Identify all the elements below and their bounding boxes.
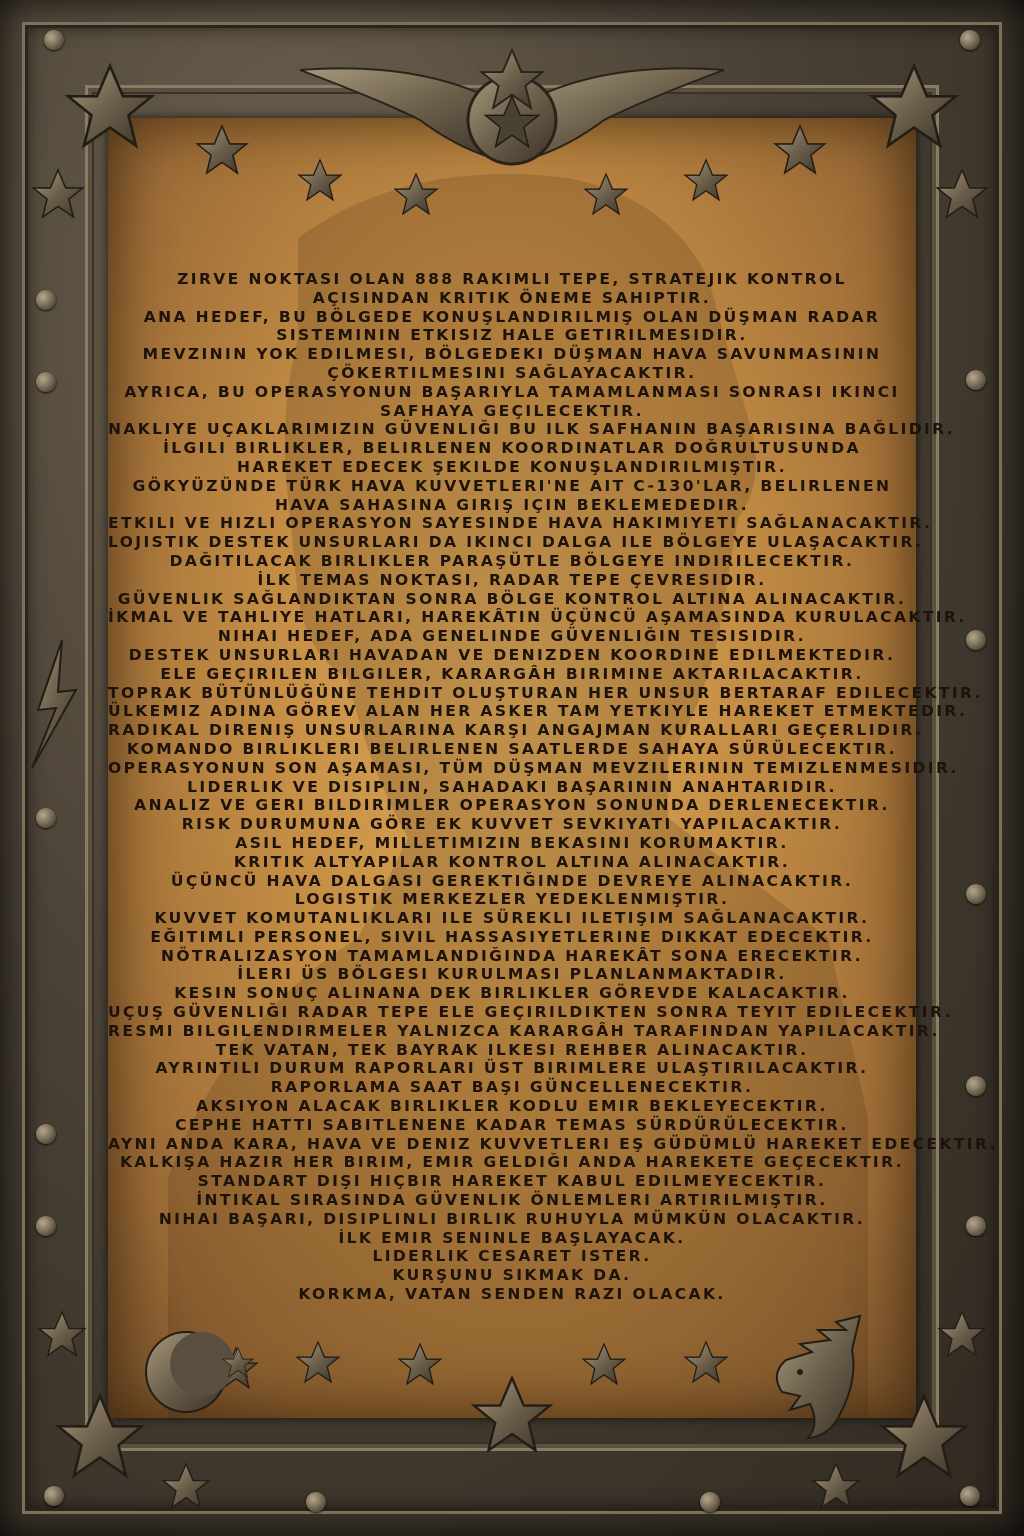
directive-line: AKSIYON ALACAK BIRLIKLER KODLU EMIR BEKLEYECEKTIR. xyxy=(196,1097,828,1116)
directive-line: KOMANDO BIRLIKLERI BELIRLENEN SAATLERDE SAHAYA SÜRÜLECEKTIR. xyxy=(126,739,898,758)
directive-line: NIHAI HEDEF, ADA GENELINDE GÜVENLIĞIN TESISIDIR. xyxy=(217,627,807,646)
directive-line: NÖTRALIZASYON TAMAMLANDIĞINDA HAREKÂT SONA ERECEKTIR. xyxy=(160,946,864,965)
directive-line: NAKLIYE UÇAKLARIMIZIN GÜVENLIĞI BU ILK SAFHANIN BAŞARISINA BAĞLIDIR. xyxy=(108,420,956,439)
directive-line: LOGISTIK MERKEZLER YEDEKLENMIŞTIR. xyxy=(294,890,730,909)
directive-line: MEVZININ YOK EDILMESI, BÖLGEDEKI DÜŞMAN HAVA SAVUNMASININ ÇÖKERTILMESINI SAĞLAYACAKTIR. xyxy=(142,345,882,382)
lightning-bolt-icon xyxy=(32,640,76,768)
directive-line: ASIL HEDEF, MILLETIMIZIN BEKASINI KORUMAKTIR. xyxy=(235,833,789,852)
directive-line: STANDART DIŞI HIÇBIR HAREKET KABUL EDILMEYECEKTIR. xyxy=(197,1172,827,1191)
directive-line: KURŞUNU SIKMAK DA. xyxy=(392,1266,632,1285)
directive-line: RAPORLAMA SAAT BAŞI GÜNCELLENECEKTIR. xyxy=(270,1078,754,1097)
eagle-head-icon xyxy=(777,1316,860,1438)
directive-line: ÜÇÜNCÜ HAVA DALGASI GEREKTIĞINDE DEVREYE ALINACAKTIR. xyxy=(170,871,854,890)
directive-line: ELE GEÇIRILEN BILGILER, KARARGÂH BIRIMINE AKTARILACAKTIR. xyxy=(160,664,864,683)
directive-line: RESMI BILGILENDIRMELER YALNIZCA KARARGÂH TARAFINDAN YAPILACAKTIR. xyxy=(108,1021,940,1040)
directive-line: KALKIŞA HAZIR HER BIRIM, EMIR GELDIĞI ANDA HAREKETE GEÇECEKTIR. xyxy=(120,1153,904,1172)
directive-line: KRITIK ALTYAPILAR KONTROL ALTINA ALINACAKTIR. xyxy=(233,852,791,871)
directive-line: KUVVET KOMUTANLIKLARI ILE SÜREKLI ILETIŞIM SAĞLANACAKTIR. xyxy=(154,909,870,928)
directive-line: LOJISTIK DESTEK UNSURLARI DA IKINCI DALGA ILE BÖLGEYE ULAŞACAKTIR. xyxy=(108,533,924,552)
directive-line: İLK EMIR SENINLE BAŞLAYACAK. xyxy=(338,1228,686,1247)
directive-line: AYRINTILI DURUM RAPORLARI ÜST BIRIMLERE ULAŞTIRILACAKTIR. xyxy=(155,1059,869,1078)
directive-line: LIDERLIK CESARET ISTER. xyxy=(372,1247,652,1266)
directive-line: TEK VATAN, TEK BAYRAK ILKESI REHBER ALINACAKTIR. xyxy=(215,1040,809,1059)
star-icon xyxy=(33,66,998,1507)
directive-line: GÖKYÜZÜNDE TÜRK HAVA KUVVETLERI'NE AIT C-130'LAR, BELIRLENEN HAVA SAHASINA GIRIŞ IÇIN BEKLEMEDEDIR. xyxy=(132,476,892,514)
directive-line: ANALIZ VE GERI BILDIRIMLER OPERASYON SONUNDA DERLENECEKTIR. xyxy=(134,796,890,815)
directive-line: İNTIKAL SIRASINDA GÜVENLIK ÖNLEMLERI ARTIRILMIŞTIR. xyxy=(196,1191,828,1210)
directive-line: İLGILI BIRLIKLER, BELIRLENEN KOORDINATLAR DOĞRULTUSUNDA HAREKET EDECEK ŞEKILDE KONUŞLANDIRILMIŞTIR. xyxy=(163,439,861,476)
directive-line: İLERI ÜS BÖLGESI KURULMASI PLANLANMAKTADIR. xyxy=(237,965,787,984)
directive-line: RISK DURUMUNA GÖRE EK KUVVET SEVKIYATI YAPILACAKTIR. xyxy=(181,815,843,834)
directive-line: EĞITIMLI PERSONEL, SIVIL HASSASIYETLERINE DIKKAT EDECEKTIR. xyxy=(150,927,874,946)
directive-line: İKMAL VE TAHLIYE HATLARI, HAREKÂTIN ÜÇÜNCÜ AŞAMASINDA KURULACAKTIR. xyxy=(108,608,967,627)
directive-line: AYNI ANDA KARA, HAVA VE DENIZ KUVVETLERI EŞ GÜDÜMLÜ HAREKET EDECEKTIR. xyxy=(108,1134,998,1153)
directive-line: TOPRAK BÜTÜNLÜĞÜNE TEHDIT OLUŞTURAN HER UNSUR BERTARAF EDILECEKTIR. xyxy=(108,683,983,702)
directive-line: KORKMA, VATAN SENDEN RAZI OLACAK. xyxy=(298,1285,726,1304)
directive-line: GÜVENLIK SAĞLANDIKTAN SONRA BÖLGE KONTROL ALTINA ALINACAKTIR. xyxy=(117,589,907,608)
directive-line: İLK TEMAS NOKTASI, RADAR TEPE ÇEVRESIDIR. xyxy=(257,570,767,589)
winged-star-insignia-icon xyxy=(300,50,724,164)
directive-line: LIDERLIK VE DISIPLIN, SAHADAKI BAŞARININ ANAHTARIDIR. xyxy=(187,777,837,796)
directive-line: RADIKAL DIRENIŞ UNSURLARINA KARŞI ANGAJMAN KURALLARI GEÇERLIDIR. xyxy=(108,721,924,740)
directive-line: DESTEK UNSURLARI HAVADAN VE DENIZDEN KOORDINE EDILMEKTEDIR. xyxy=(128,645,896,664)
directive-line: DAĞITILACAK BIRLIKLER PARAŞÜTLE BÖLGEYE INDIRILECEKTIR. xyxy=(169,551,855,570)
directive-line: KESIN SONUÇ ALINANA DEK BIRLIKLER GÖREVDE KALACAKTIR. xyxy=(174,984,850,1003)
directive-line: NIHAI BAŞARI, DISIPLINLI BIRLIK RUHUYLA MÜMKÜN OLACAKTIR. xyxy=(158,1209,866,1228)
directive-line: AYRICA, BU OPERASYONUN BAŞARIYLA TAMAMLANMASI SONRASI IKINCI SAFHAYA GEÇILECEKTIR. xyxy=(124,382,900,420)
directive-line: ETKILI VE HIZLI OPERASYON SAYESINDE HAVA HAKIMIYETI SAĞLANACAKTIR. xyxy=(108,514,933,533)
directive-line: OPERASYONUN SON AŞAMASI, TÜM DÜŞMAN MEVZILERININ TEMIZLENMESIDIR. xyxy=(108,758,959,777)
directive-line: ÜLKEMIZ ADINA GÖREV ALAN HER ASKER TAM YETKIYLE HAREKET ETMEKTEDIR. xyxy=(108,702,968,721)
directive-line: ANA HEDEF, BU BÖLGEDE KONUŞLANDIRILMIŞ OLAN DÜŞMAN RADAR SISTEMININ ETKISIZ HALE GETIRILMESIDIR. xyxy=(143,307,881,345)
directive-line: ZIRVE NOKTASI OLAN 888 RAKIMLI TEPE, STRATEJIK KONTROL AÇISINDAN KRITIK ÖNEME SAHIPTIR. xyxy=(177,270,847,307)
directive-line: CEPHE HATTI SABITLENENE KADAR TEMAS SÜRDÜRÜLECEKTIR. xyxy=(175,1115,849,1134)
directive-line: UÇUŞ GÜVENLIĞI RADAR TEPE ELE GEÇIRILDIKTEN SONRA TEYIT EDILECEKTIR. xyxy=(108,1003,953,1022)
